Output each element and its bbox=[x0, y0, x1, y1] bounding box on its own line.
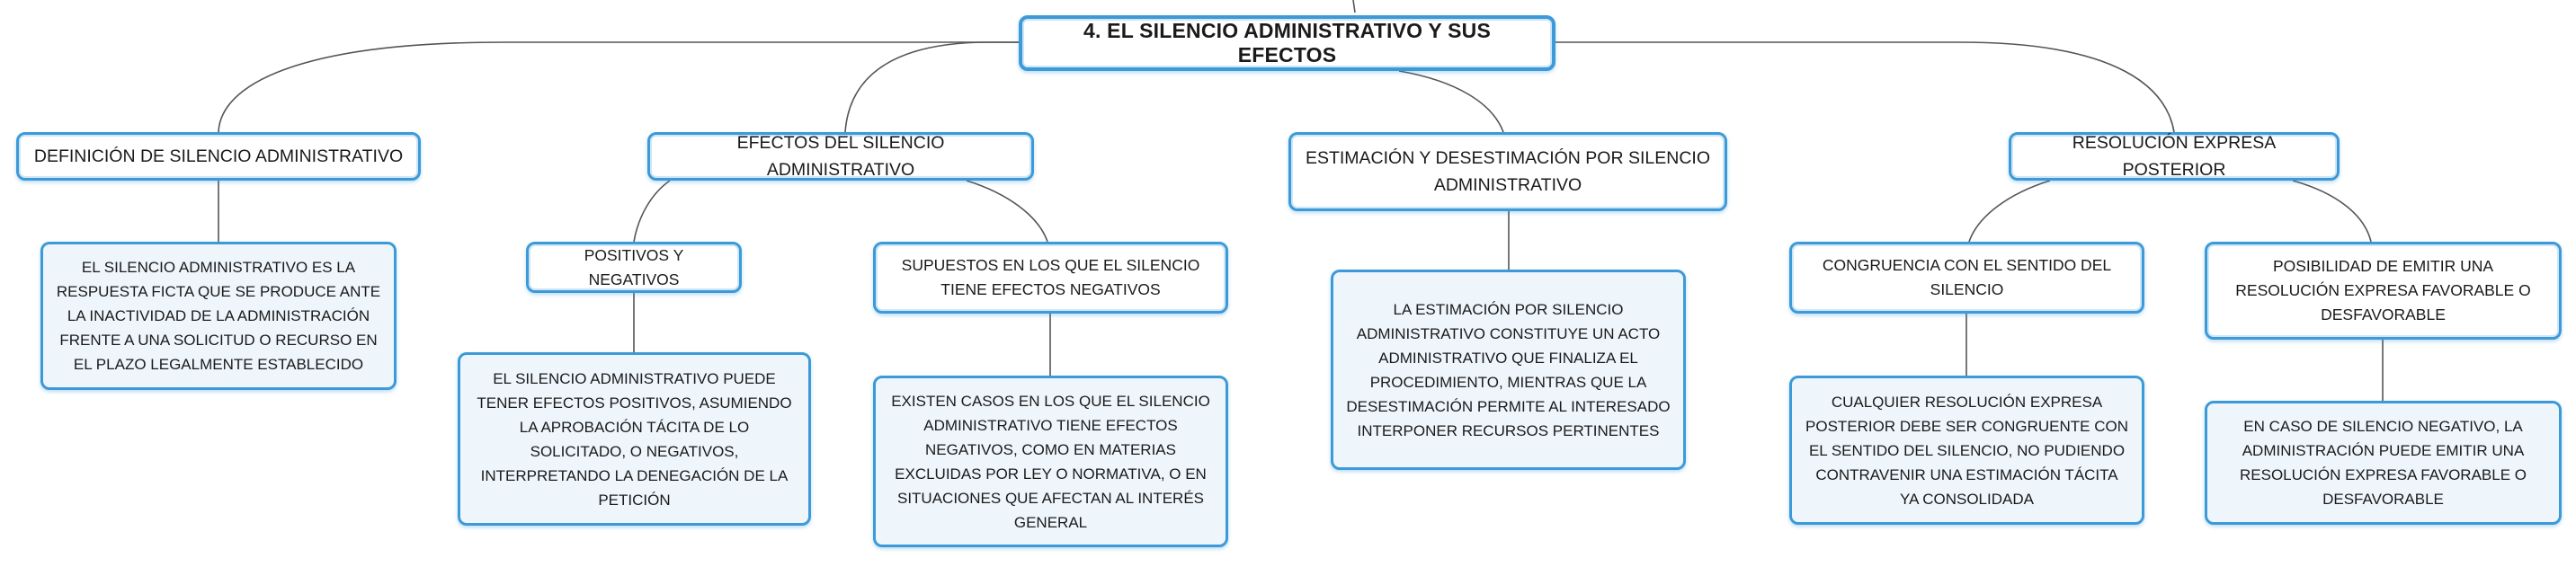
subtopic-posibilidad-resolucion-label: POSIBILIDAD DE EMITIR UNA RESOLUCIÓN EXPRESA FAVORABLE O DESFAVORABLE bbox=[2235, 257, 2531, 323]
subtopic-positivos-negativos-detail[interactable] bbox=[458, 352, 811, 526]
connector-b4-sub2 bbox=[2293, 181, 2371, 242]
subtopic-congruencia-detail[interactable] bbox=[1789, 376, 2144, 525]
connector-b2-sub1 bbox=[634, 181, 670, 242]
branch-estimacion[interactable] bbox=[1288, 132, 1727, 211]
branch-efectos-label: EFECTOS DEL SILENCIO ADMINISTRATIVO bbox=[736, 133, 945, 180]
connector-root-branch-3 bbox=[1399, 71, 1503, 132]
subtopic-positivos-negativos-label: POSITIVOS Y NEGATIVOS bbox=[584, 245, 684, 288]
connector-root-branch-4 bbox=[1555, 42, 2174, 132]
branch-estimacion-detail-text: LA ESTIMACIÓN POR SILENCIO ADMINISTRATIVO CONSTITUYE UN ACTO ADMINISTRATIVO QUE FINALIZA EL PROCEDIMIENTO, MIENTRAS QUE LA DESESTIMACIÓN PERMITE AL INTERESADO INTERPONER RECURSOS PERTINENTES bbox=[1346, 300, 1671, 439]
connector-root-branch-2 bbox=[845, 42, 1019, 132]
subtopic-posibilidad-resolucion-detail[interactable] bbox=[2205, 401, 2562, 525]
subtopic-supuestos-negativos-detail[interactable] bbox=[873, 376, 1228, 547]
connector-root-top bbox=[1353, 0, 1355, 13]
subtopic-positivos-negativos-detail-text: EL SILENCIO ADMINISTRATIVO PUEDE TENER EFECTOS POSITIVOS, ASUMIENDO LA APROBACIÓN TÁCITA DE LO SOLICITADO, O NEGATIVOS, INTERPRETANDO LA DENEGACIÓN DE LA PETICIÓN bbox=[477, 369, 792, 509]
subtopic-supuestos-negativos-label: SUPUESTOS EN LOS QUE EL SILENCIO TIENE EFECTOS NEGATIVOS bbox=[901, 256, 1200, 298]
branch-definicion-detail[interactable] bbox=[40, 242, 397, 390]
subtopic-supuestos-negativos-detail-text: EXISTEN CASOS EN LOS QUE EL SILENCIO ADMINISTRATIVO TIENE EFECTOS NEGATIVOS, COMO EN MATERIAS EXCLUIDAS POR LEY O NORMATIVA, O EN SITUACIONES QUE AFECTAN AL INTERÉS GENERAL bbox=[891, 392, 1210, 531]
branch-definicion[interactable] bbox=[16, 132, 421, 181]
root-title: 4. EL SILENCIO ADMINISTRATIVO Y SUS EFECTOS bbox=[1083, 19, 1492, 66]
subtopic-supuestos-negativos[interactable] bbox=[873, 242, 1228, 314]
subtopic-congruencia[interactable] bbox=[1789, 242, 2144, 314]
connector-b2-sub2 bbox=[967, 181, 1047, 242]
subtopic-congruencia-label: CONGRUENCIA CON EL SENTIDO DEL SILENCIO bbox=[1822, 256, 2112, 298]
branch-estimacion-label: ESTIMACIÓN Y DESESTIMACIÓN POR SILENCIO ADMINISTRATIVO bbox=[1305, 148, 1711, 195]
branch-definicion-detail-text: EL SILENCIO ADMINISTRATIVO ES LA RESPUESTA FICTA QUE SE PRODUCE ANTE LA INACTIVIDAD DE LA ADMINISTRACIÓN FRENTE A UNA SOLICITUD O RECURSO EN EL PLAZO LEGALMENTE ESTABLECIDO bbox=[56, 259, 381, 373]
connector-b4-sub1 bbox=[1969, 181, 2050, 242]
root-topic[interactable] bbox=[1019, 15, 1555, 71]
connector-root-branch-1 bbox=[218, 42, 1019, 132]
subtopic-positivos-negativos[interactable] bbox=[526, 242, 742, 293]
branch-efectos[interactable] bbox=[647, 132, 1034, 181]
subtopic-congruencia-detail-text: CUALQUIER RESOLUCIÓN EXPRESA POSTERIOR DEBE SER CONGRUENTE CON EL SENTIDO DEL SILENCIO, NO PUDIENDO CONTRAVENIR UNA ESTIMACIÓN TÁCITA YA CONSOLIDADA bbox=[1805, 393, 2128, 508]
branch-definicion-label: DEFINICIÓN DE SILENCIO ADMINISTRATIVO bbox=[33, 146, 404, 166]
branch-resolucion[interactable] bbox=[2009, 132, 2340, 181]
subtopic-posibilidad-resolucion[interactable] bbox=[2205, 242, 2562, 340]
subtopic-posibilidad-resolucion-detail-text: EN CASO DE SILENCIO NEGATIVO, LA ADMINISTRACIÓN PUEDE EMITIR UNA RESOLUCIÓN EXPRESA FAVORABLE O DESFAVORABLE bbox=[2239, 418, 2527, 508]
branch-estimacion-detail[interactable] bbox=[1331, 270, 1686, 470]
branch-resolucion-label: RESOLUCIÓN EXPRESA POSTERIOR bbox=[2072, 133, 2277, 180]
